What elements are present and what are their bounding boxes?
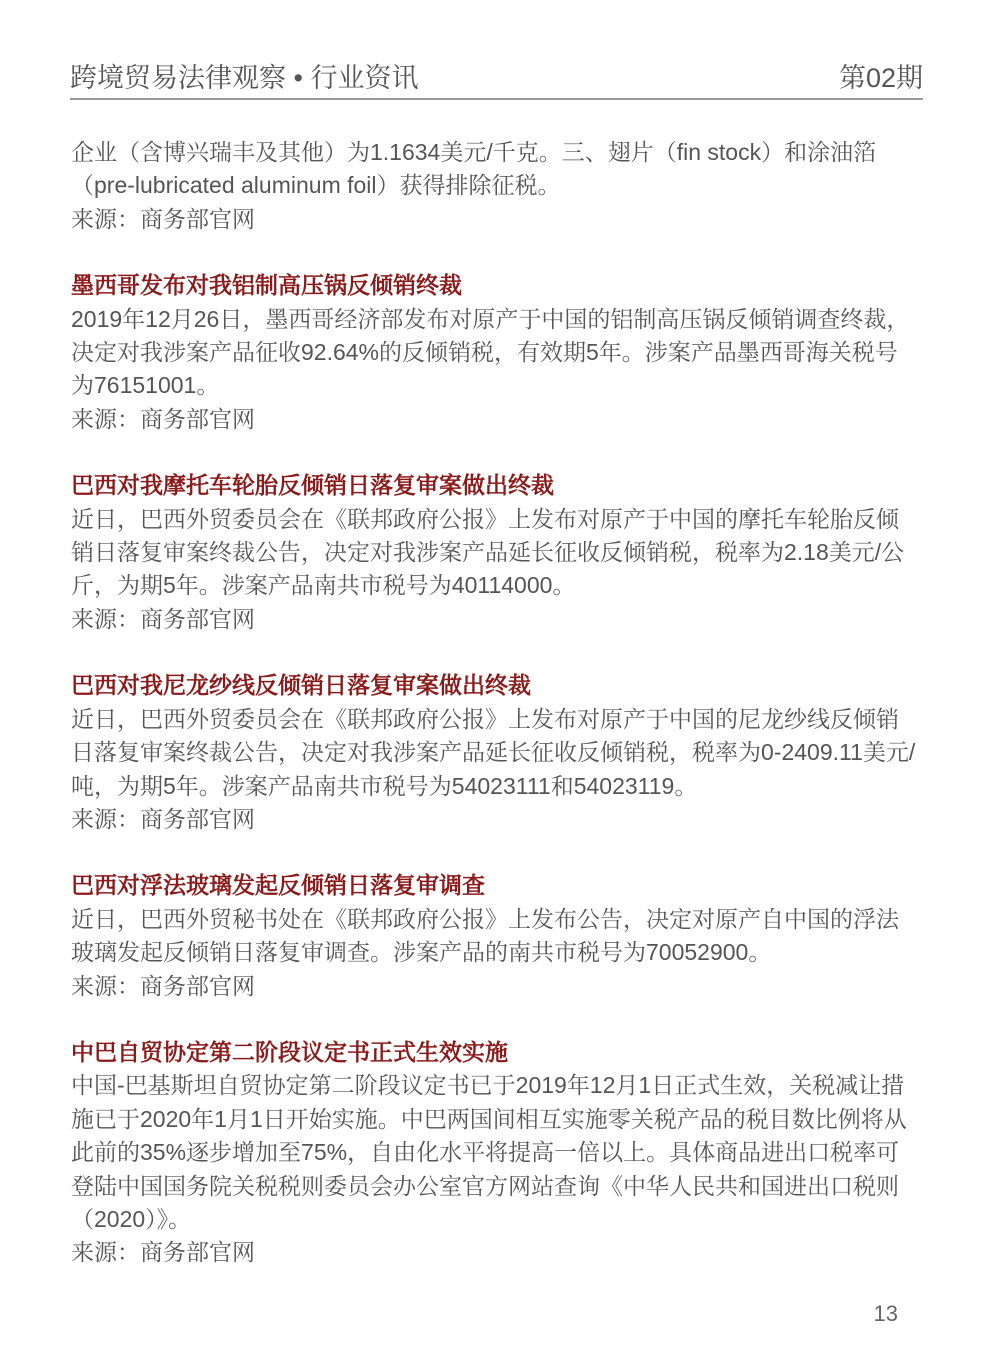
article-title: 巴西对浮法玻璃发起反倾销日落复审调查 — [71, 872, 485, 899]
article-brazil-motorcycle-tires — [71, 469, 919, 636]
article-body: 近日，巴西外贸秘书处在《联邦政府公报》上发布公告，决定对原产自中国的浮法玻璃发起反倾销日落复审调查。涉案产品的南共市税号为70052900。 — [71, 905, 899, 966]
article-body: 2019年12月26日，墨西哥经济部发布对原产于中国的铝制高压锅反倾销调查终裁，决定对我涉案产品征收92.64%的反倾销税，有效期5年。涉案产品墨西哥海关税号为76151001。 — [71, 305, 910, 399]
article-title: 墨西哥发布对我铝制高压锅反倾销终裁 — [71, 272, 462, 299]
article-brazil-float-glass — [71, 869, 919, 1003]
article-china-pakistan-fta — [71, 1036, 919, 1270]
article-body: 中国-巴基斯坦自贸协定第二阶段议定书已于2019年12月1日正式生效，关税减让措施已于2020年1月1日开始实施。中巴两国间相互实施零关税产品的税目数比例将从此前的35%逐步增加至75%，自由化水平将提高一倍以上。具体商品进出口税率可登陆中国国务院关税税则委员会办公室官方网站查询《中华人民共和国进出口税则（2020）》。 — [71, 1072, 907, 1232]
article-brazil-nylon-yarn — [71, 669, 919, 836]
article-title: 巴西对我尼龙纱线反倾销日落复审案做出终裁 — [71, 672, 531, 699]
article-source: 来源：商务部官网 — [71, 805, 255, 832]
intro-source: 来源：商务部官网 — [71, 205, 255, 232]
page-header — [70, 52, 923, 100]
intro-text: 企业（含博兴瑞丰及其他）为1.1634美元/千克。三、翅片（fin stock）和涂油箔（pre-lubricated aluminum foil）获得排除征税。 — [71, 139, 877, 199]
article-mexico-pressure-cooker — [71, 269, 919, 436]
header-issue-number: 第02期 — [838, 63, 923, 93]
news-content — [71, 136, 919, 1270]
article-source: 来源：商务部官网 — [71, 605, 255, 632]
article-source: 来源：商务部官网 — [71, 972, 255, 999]
article-title: 巴西对我摩托车轮胎反倾销日落复审案做出终裁 — [71, 472, 554, 499]
header-title: 跨境贸易法律观察 • 行业资讯 — [70, 63, 419, 93]
intro-section — [71, 136, 919, 236]
page-number: 13 — [873, 1301, 898, 1326]
article-source: 来源：商务部官网 — [71, 405, 255, 432]
article-title: 中巴自贸协定第二阶段议定书正式生效实施 — [71, 1038, 508, 1065]
article-source: 来源：商务部官网 — [71, 1239, 255, 1266]
article-body: 近日，巴西外贸委员会在《联邦政府公报》上发布对原产于中国的尼龙纱线反倾销日落复审案终裁公告，决定对我涉案产品延长征收反倾销税，税率为0-2409.11美元/吨，为期5年。涉案产品南共市税号为54023111和54023119。 — [71, 705, 916, 799]
article-body: 近日，巴西外贸委员会在《联邦政府公报》上发布对原产于中国的摩托车轮胎反倾销日落复审案终裁公告，决定对我涉案产品延长征收反倾销税，税率为2.18美元/公斤，为期5年。涉案产品南共市税号为40114000。 — [71, 505, 905, 599]
